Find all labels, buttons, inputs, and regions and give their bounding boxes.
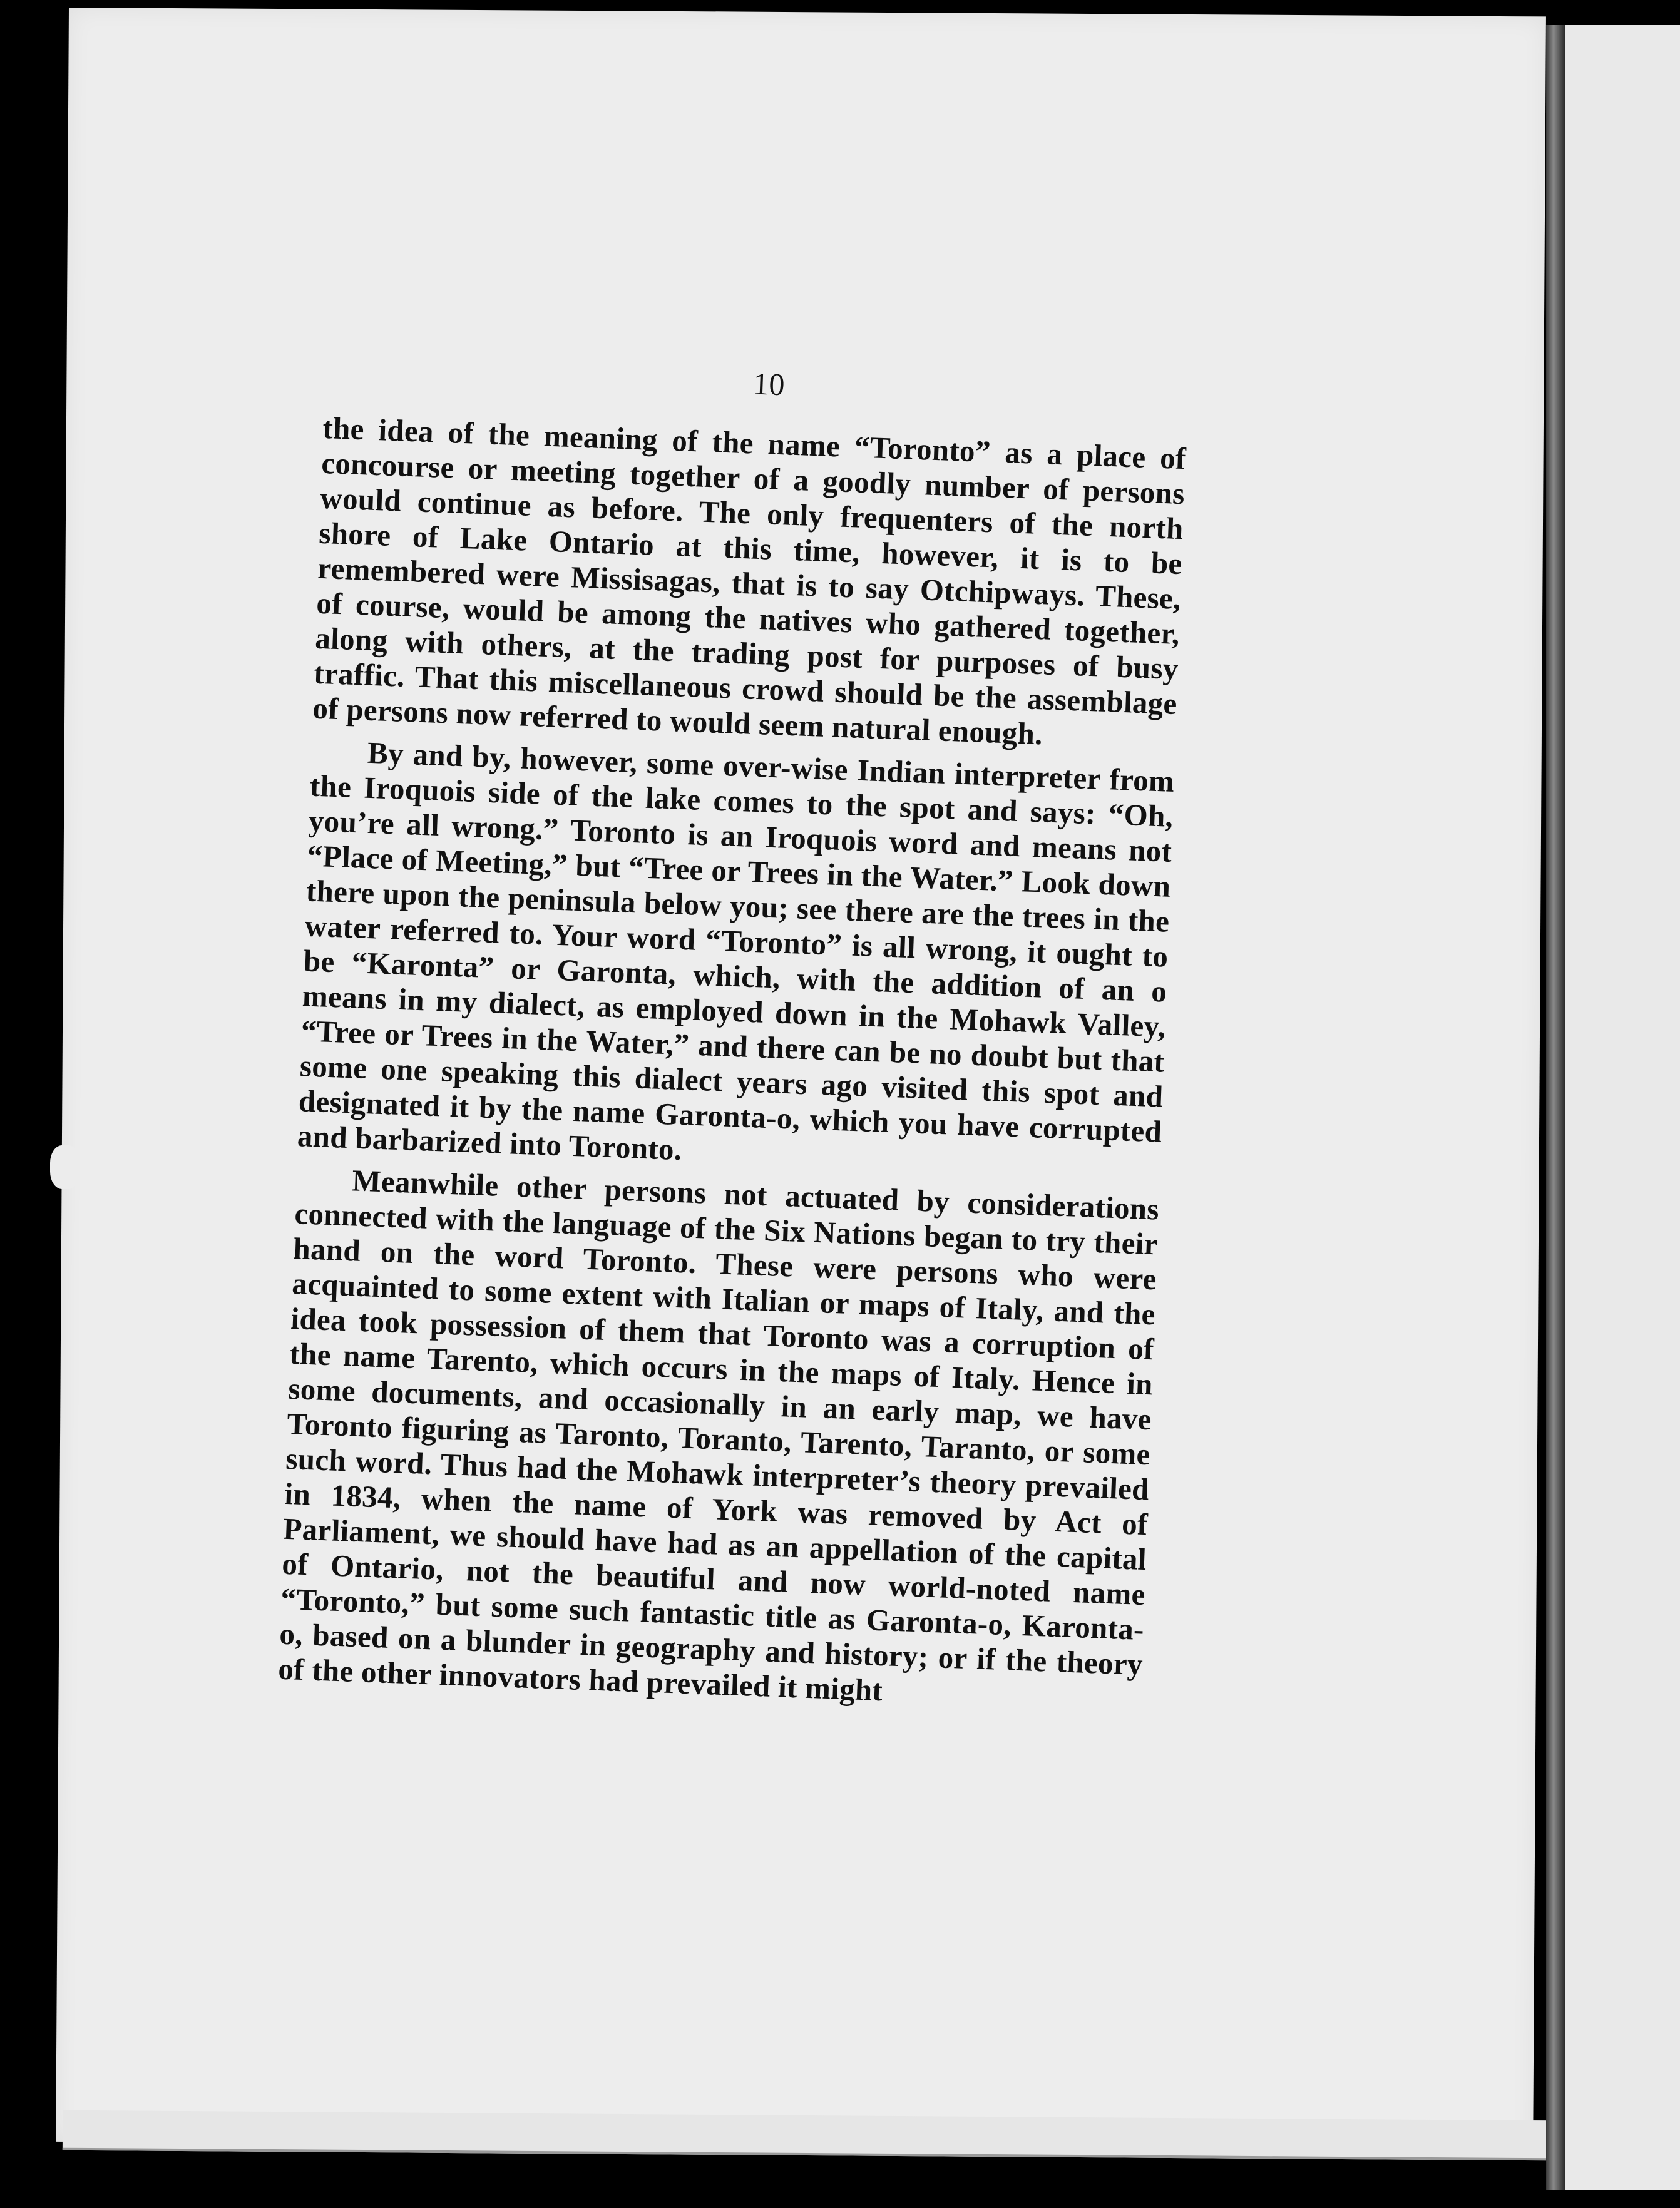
book-gutter [1546,25,1565,2190]
page-text-block [277,350,1189,1725]
facing-page-strip [1565,25,1680,2190]
page-number: 10 [752,365,786,402]
paragraph-2: By and by, however, some over-wise Indian interpreter from the Iroquois side of the lake comes to the spot and says: “Oh, you’re all wrong.” Toronto is an Iroquois word and means not “Place of Meeting,” but “Tree or Trees in the Water.” Look down there upon the peninsula below you; see there are the trees in the water referred to. Your word “Toronto” is all wrong, it ought to be “Karonta” or Garonta, which, with the addition of an o means in my dialect, as employed down in the Mohawk Valley, “Tree or Trees in the Water,” and there can be no doubt but that some one speaking this dialect years ago visited this spot and designated it by the name Garonta-o, which you have corrupted and barbarized into Toronto. [297,735,1175,1167]
paper-fragment [50,1145,80,1189]
paragraph-3: Meanwhile other persons not actuated by considerations connected with the language of the Six Nations began to try their hand on the word Toronto. These were persons who were acquainted to some extent with Italian or maps of Italy, and the idea took possession of them that Toronto was a corruption of the name Tarento, which occurs in the maps of Italy. Hence in some documents, and occasionally in an early map, we have Toronto figuring as Taronto, Toranto, Tarento, Taranto, or some such word. Thus had the Mohawk interpreter’s theory prevailed in 1834, when the name of York was removed by Act of Parliament, we should have had as an appellation of the capital of Ontario, not the beautiful and now world-noted name “Toronto,” but some such fantastic title as Garonta-o, Karonta-o, based on a blunder in geography and history; or if the theory of the other innovators had prevailed it might [277,1163,1160,1708]
paragraph-1: the idea of the meaning of the name “Toronto” as a place of concourse or meeting together of a goodly number of persons would continue as before. The only frequenters of the north shore of Lake Ontario at this time, however, it is to be remembered were Missisagas, that is to say Otchipways. These, of course, would be among the natives who gathered together, along with others, at the trading post for purposes of busy traffic. That this miscellaneous crowd should be the assemblage of persons now referred to would seem natural enough. [312,410,1187,752]
